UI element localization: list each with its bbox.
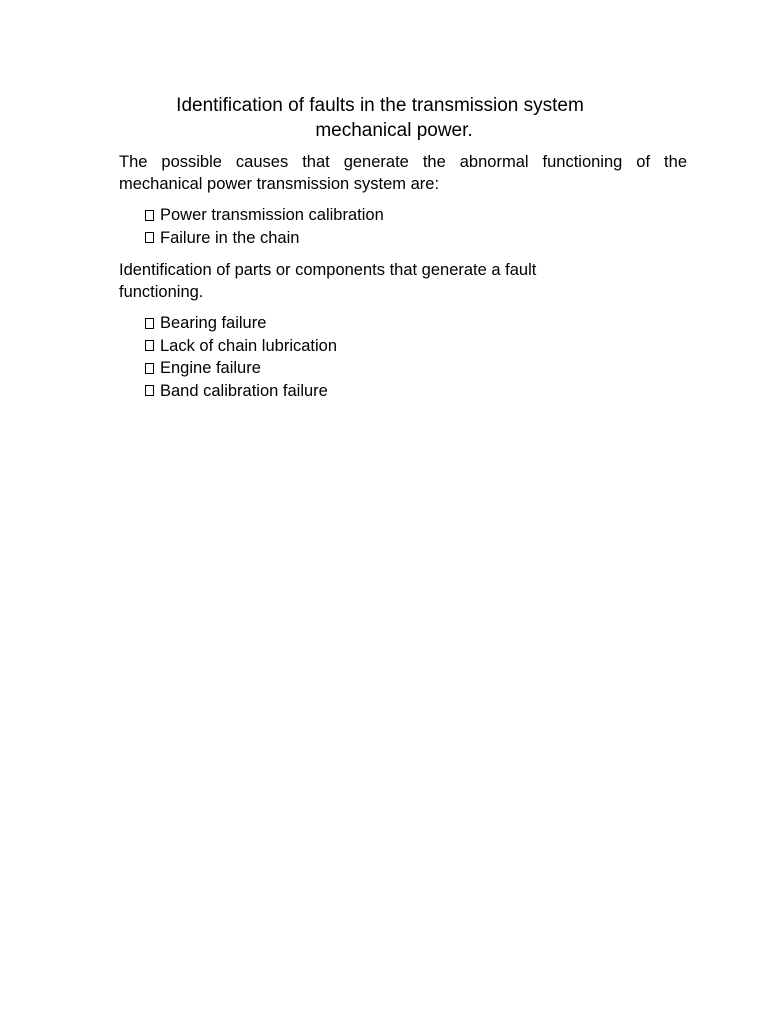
missing-glyph-box-icon <box>145 210 154 221</box>
list-item <box>145 335 337 358</box>
list-item <box>145 312 337 335</box>
list-item-label: Band calibration failure <box>160 381 328 400</box>
intro-paragraph <box>119 151 687 195</box>
page-title <box>100 93 660 143</box>
list-item-label: Lack of chain lubrication <box>160 336 338 355</box>
list-item <box>145 204 384 227</box>
causes-list <box>145 204 384 249</box>
list-item <box>145 227 384 250</box>
list-item-label: Power transmission calibration <box>160 206 384 224</box>
list-item-label: Failure in the chain <box>160 228 300 247</box>
missing-glyph-box-icon <box>145 232 154 243</box>
intro-line-1: The possible causes that generate the abnormal functioning of the <box>119 153 687 171</box>
parts-intro-paragraph <box>119 259 687 303</box>
list-item <box>145 357 337 380</box>
page-title-line-2: mechanical power. <box>315 120 473 141</box>
list-item <box>145 380 337 403</box>
list-item-label: Bearing failure <box>160 314 267 332</box>
intro-line-2: mechanical power transmission system are: <box>119 175 440 193</box>
parts-intro-line-1: Identification of parts or components that generate a fault <box>119 261 537 279</box>
parts-intro-line-2: functioning. <box>119 283 204 301</box>
missing-glyph-box-icon <box>145 340 154 351</box>
missing-glyph-box-icon <box>145 385 154 396</box>
parts-list <box>145 312 337 402</box>
missing-glyph-box-icon <box>145 363 154 374</box>
list-item-label: Engine failure <box>160 359 261 377</box>
page-title-line-1: Identification of faults in the transmission system <box>176 95 584 116</box>
missing-glyph-box-icon <box>145 318 154 329</box>
